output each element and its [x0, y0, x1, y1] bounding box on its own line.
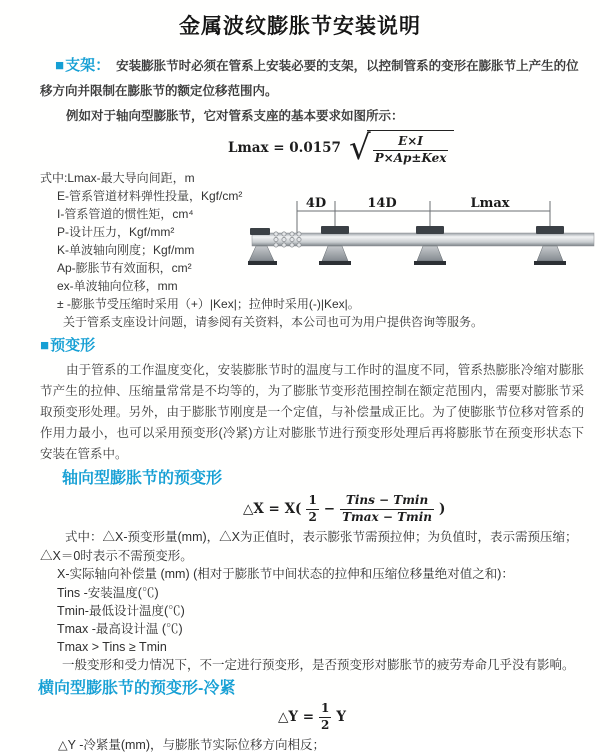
radical	[349, 130, 454, 166]
axial-note-line: 一般变形和受力情况下，不一定进行预变形，是否预变形对膨胀节的疲劳寿命几乎没有影响。	[62, 657, 575, 672]
pipe	[252, 233, 594, 246]
tmin-line: Tmin-最低设计温度(℃)	[57, 603, 185, 618]
predeform-body-paragraph: 由于管系的工作温度变化，安装膨胀节时的温度与工作时的温度不同，管系热膨胀冷缩对膨胀节产生的拉伸、压缩量常常是不均等的，为了膨胀节变形范围控制在额定范围内，需要对膨胀节采取预变形处理。另外，由于膨胀节刚度是一个定值，与补偿量成正比。为了使膨胀节位移对管系的作用力最小，也可以采用预变形(冷紧)方让对膨胀节进行预变形处理后再将膨胀节在预变形状态下安装在管系中。	[40, 363, 584, 461]
tmax-line: Tmax -最高设计温 (℃)	[57, 621, 183, 636]
support-intro-paragraph	[40, 53, 584, 104]
lateral-formula-lhs: △Y =	[278, 709, 315, 725]
variables-and-diagram-region	[40, 169, 600, 333]
axial-formula-rhs: )	[439, 501, 446, 517]
half-numerator: 1	[321, 700, 330, 715]
axial-predeform-formula	[243, 492, 600, 526]
radical-sign-icon: √	[348, 128, 371, 168]
var-line-lmax: 式中:Lmax-最大导向间距，m	[40, 171, 195, 185]
support-section-heading: 支架：	[65, 57, 111, 74]
page-title: 金属波纹膨胀节安装说明	[179, 15, 421, 38]
var-line-i: I-管系管道的惯性矩，cm⁴	[57, 207, 194, 221]
var-line-k: K-单波轴向刚度；Kgf/mm	[57, 243, 195, 257]
minus-sign: −	[323, 501, 336, 517]
dim-label-14d: 14D	[367, 196, 397, 211]
consulting-note-line: 关于管系支座设计问题，请参阅有关资料，本公司也可为用户提供咨询等服务。	[63, 315, 484, 329]
lateral-formula-rhs: Y	[336, 709, 347, 725]
dim-label-4d: 4D	[305, 196, 327, 211]
lateral-predeform-heading: 横向型膨胀节的预变形-冷紧	[38, 680, 236, 697]
lmax-formula	[228, 128, 600, 168]
section-square-icon: ■	[55, 57, 65, 74]
var-line-e: E-管系管道材料弹性投量，Kgf/cm²	[57, 189, 243, 203]
section-square-icon: ■	[40, 337, 50, 354]
support-intro-text: 安装膨胀节时必须在管系上安装必要的支架，以控制管系的变形在膨胀节上产生的位移方向并限制在膨胀节的额定位移范围内。	[40, 59, 579, 98]
var-line-p: P-设计压力，Kgf/mm²	[57, 225, 175, 239]
x-definition-line: X-实际轴向补偿量 (mm) (相对于膨胀节中间状态的拉伸和压缩位移量绝对值之和)：	[57, 567, 514, 581]
var-line-plusminus: ± -膨胀节受压缩时采用（+）|Kex|；拉伸时采用(-)|Kex|。	[57, 297, 360, 311]
lmax-formula-lhs: Lmax = 0.0157	[228, 140, 341, 156]
lmax-fraction-numerator: E×I	[398, 133, 423, 148]
dim-label-lmax: Lmax	[470, 196, 510, 211]
tins-line: Tins -安装温度(℃)	[57, 585, 159, 600]
lmax-fraction	[373, 134, 449, 166]
axial-formula-lhs: △X = X(	[243, 501, 302, 517]
temperature-fraction	[340, 493, 434, 525]
half-numerator: 1	[308, 492, 317, 507]
var-line-ex: ex-单波轴向位移，mm	[57, 279, 178, 293]
pipe-support-spacing-diagram	[248, 193, 598, 288]
axial-predeform-heading: 轴向型膨胀节的预变形	[62, 470, 223, 487]
predeform-heading-row	[40, 335, 584, 357]
temperature-inequality-line: Tmax > Tins ≥ Tmin	[57, 639, 167, 654]
support-example-line: 例如对于轴向型膨胀节，它对管系支座的基本要求如图所示：	[66, 109, 404, 123]
predeform-section-heading: 预变形	[50, 337, 96, 354]
one-half-fraction	[319, 701, 331, 733]
temperature-fraction-denominator: Tmax − Tmin	[342, 509, 432, 524]
lateral-predeform-formula	[278, 702, 600, 732]
lmax-fraction-denominator: P×Ap±Kex	[374, 150, 447, 165]
lateral-note-line: △Y -冷紧量(mm)，与膨胀节实际位移方向相反；	[58, 738, 326, 752]
one-half-fraction	[306, 493, 318, 525]
axial-explain-paragraph: 式中：△X-预变形量(mm)，△X为正值时，表示膨张节需预拉伸；为负值时，表示需预压缩；△X＝0时表示不需预变形。	[40, 530, 578, 563]
radical-body	[367, 130, 455, 166]
half-denominator: 2	[321, 717, 330, 732]
half-denominator: 2	[308, 509, 317, 524]
var-line-ap: Ap-膨胀节有效面积，cm²	[57, 261, 192, 275]
temperature-fraction-numerator: Tins − Tmin	[345, 492, 429, 507]
